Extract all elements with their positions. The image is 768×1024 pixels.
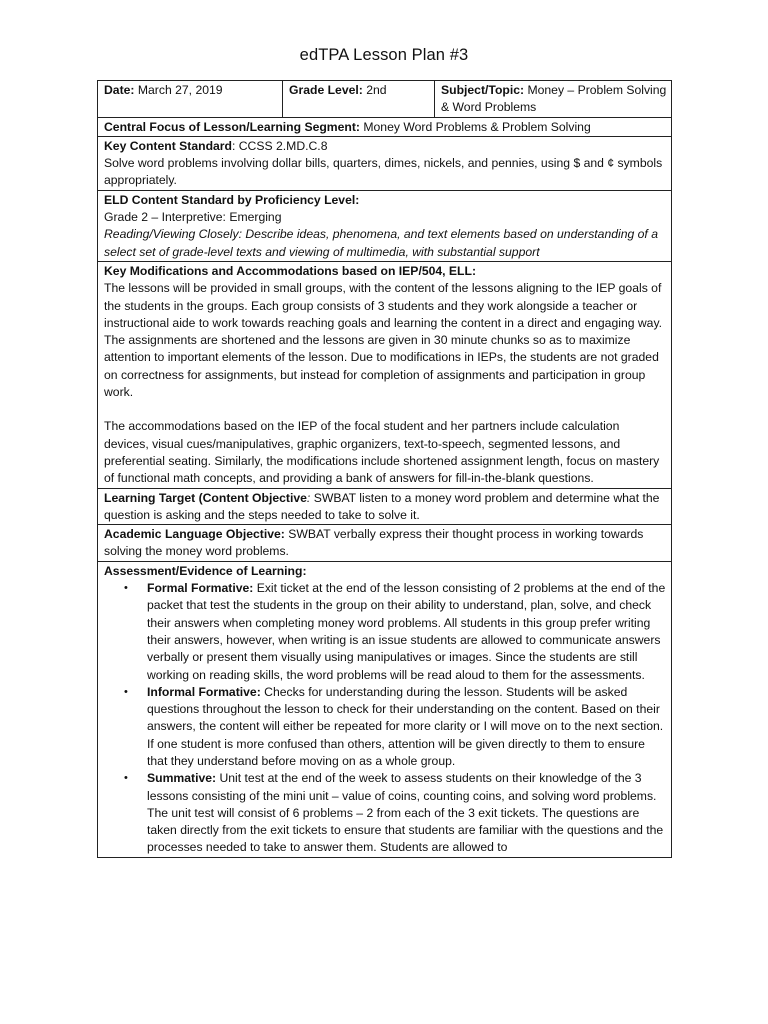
central-focus-row [98,117,672,136]
eld-standard-text: Reading/Viewing Closely: Describe ideas, phenomena, and text elements based on understanding of a select set of grade-level texts and viewing of multimedia, with substantial support [104,227,658,259]
learning-target-text: SWBAT listen to a money word problem and determine what the question is asking and the steps needed to take to solve it. [104,490,660,522]
modifications-label: Key Modifications and Accommodations based on IEP/504, ELL: [104,263,477,278]
assessment-cell [98,561,672,857]
assessment-item-label: Summative: [147,771,217,786]
assessment-item-text: Exit ticket at the end of the lesson consisting of 2 problems at the end of the packet that test the students in the group on their ability to understand, plan, solve, and check their answers when completing money word problems. All students in this group prefer writing their answers, however, when writing is an issue students are allowed to communicate answers verbally or present them visually using manipulatives or images. Since the students are still working on reading skills, the word problems will be read aloud to them for the assessments. [147,581,666,682]
bullet: • [124,582,128,595]
page-title: edTPA Lesson Plan #3 [299,46,469,64]
language-objective-row [98,525,672,562]
modifications-paragraph-1: The lessons will be provided in small groups, with the content of the lessons aligning to the IEP goals of the students in the groups. Each group consists of 3 students and they work alongside a teacher or instructional aide to work towards reaching goals and learning the content in a direct and engaging way. The assignments are shortened and the lessons are given in 30 minute chunks so as to maximize attention to important elements of the lesson. Due to modifications in IEPs, the students are not graded on correctness for assignments, but instead for completion of assignments and participation in group work. [104,281,663,400]
assessment-item-text: Unit test at the end of the week to assess students on their knowledge of the 3 lessons consisting of the mini unit – value of coins, counting coins, and solving word problems. The unit test will consist of 6 problems – 2 from each of the 3 exit tickets. The questions are taken directly from the exit tickets to ensure that students are familiar with the questions and the processes needed to take to answer them. Students are allowed to [147,771,664,855]
modifications-paragraph-2: The accommodations based on the IEP of the focal student and her partners include calculation devices, visual cues/manipulatives, graphic organizers, text-to-speech, segmented lessons, and preferential seating. Similarly, the modifications include shortened assignment length, focus on mastery of functional math concepts, and providing a bank of answers for fill-in-the-blank questions. [104,419,660,486]
eld-standard-row [98,190,672,261]
date-value: March 27, 2019 [137,83,223,97]
eld-standard-label: ELD Content Standard by Proficiency Level: [104,192,360,207]
assessment-item-summative [124,770,667,856]
lesson-plan-table [97,80,672,858]
modifications-cell [98,261,672,488]
date-label: Date: [104,83,135,97]
subject-label: Subject/Topic: [441,83,525,97]
eld-standard-cell [98,190,672,261]
key-content-standard-code: : CCSS 2.MD.C.8 [231,138,328,153]
assessment-item-informal [124,684,667,770]
assessment-item-label: Informal Formative: [147,684,261,699]
date-cell [98,81,283,118]
assessment-item-formal [124,580,667,684]
central-focus-cell [98,117,672,136]
key-content-standard-cell [98,136,672,190]
key-content-standard-row [98,136,672,190]
central-focus-value: Money Word Problems & Problem Solving [363,119,591,134]
language-objective-label: Academic Language Objective: [104,527,285,542]
learning-target-row [98,488,672,525]
grade-cell [283,81,435,118]
assessment-item-label: Formal Formative: [147,581,254,596]
assessment-item-text: Checks for understanding during the lesson. Students will be asked questions throughout the lesson to check for their understanding on the content. Based on their answers, the content will either be repeated for more clarity or I will move on to the next section. If one student is more confused than others, attention will be given directly to them to ensure that they understand before moving on as a whole group. [147,684,664,768]
grade-value: 2nd [366,83,387,97]
assessment-label: Assessment/Evidence of Learning: [104,563,307,578]
modifications-row [98,261,672,488]
language-objective-text: SWBAT verbally express their thought process in working towards solving the money word problems. [104,527,644,559]
subject-value: Money – Problem Solving & Word Problems [441,83,667,115]
learning-target-cell [98,488,672,525]
assessment-list [104,580,667,857]
learning-target-colon: : [306,490,311,505]
language-objective-cell [98,525,672,562]
header-row [98,81,672,118]
bullet: • [124,772,128,785]
learning-target-label: Learning Target (Content Objective [104,490,307,505]
subject-cell [435,81,672,118]
bullet: • [124,685,128,698]
central-focus-label: Central Focus of Lesson/Learning Segment: [104,119,360,134]
eld-standard-level: Grade 2 – Interpretive: Emerging [104,210,282,225]
assessment-row [98,561,672,857]
key-content-standard-label: Key Content Standard [104,138,232,153]
key-content-standard-text: Solve word problems involving dollar bills, quarters, dimes, nickels, and pennies, using $ and ¢ symbols appropriately. [104,156,663,188]
grade-label: Grade Level: [289,83,363,97]
